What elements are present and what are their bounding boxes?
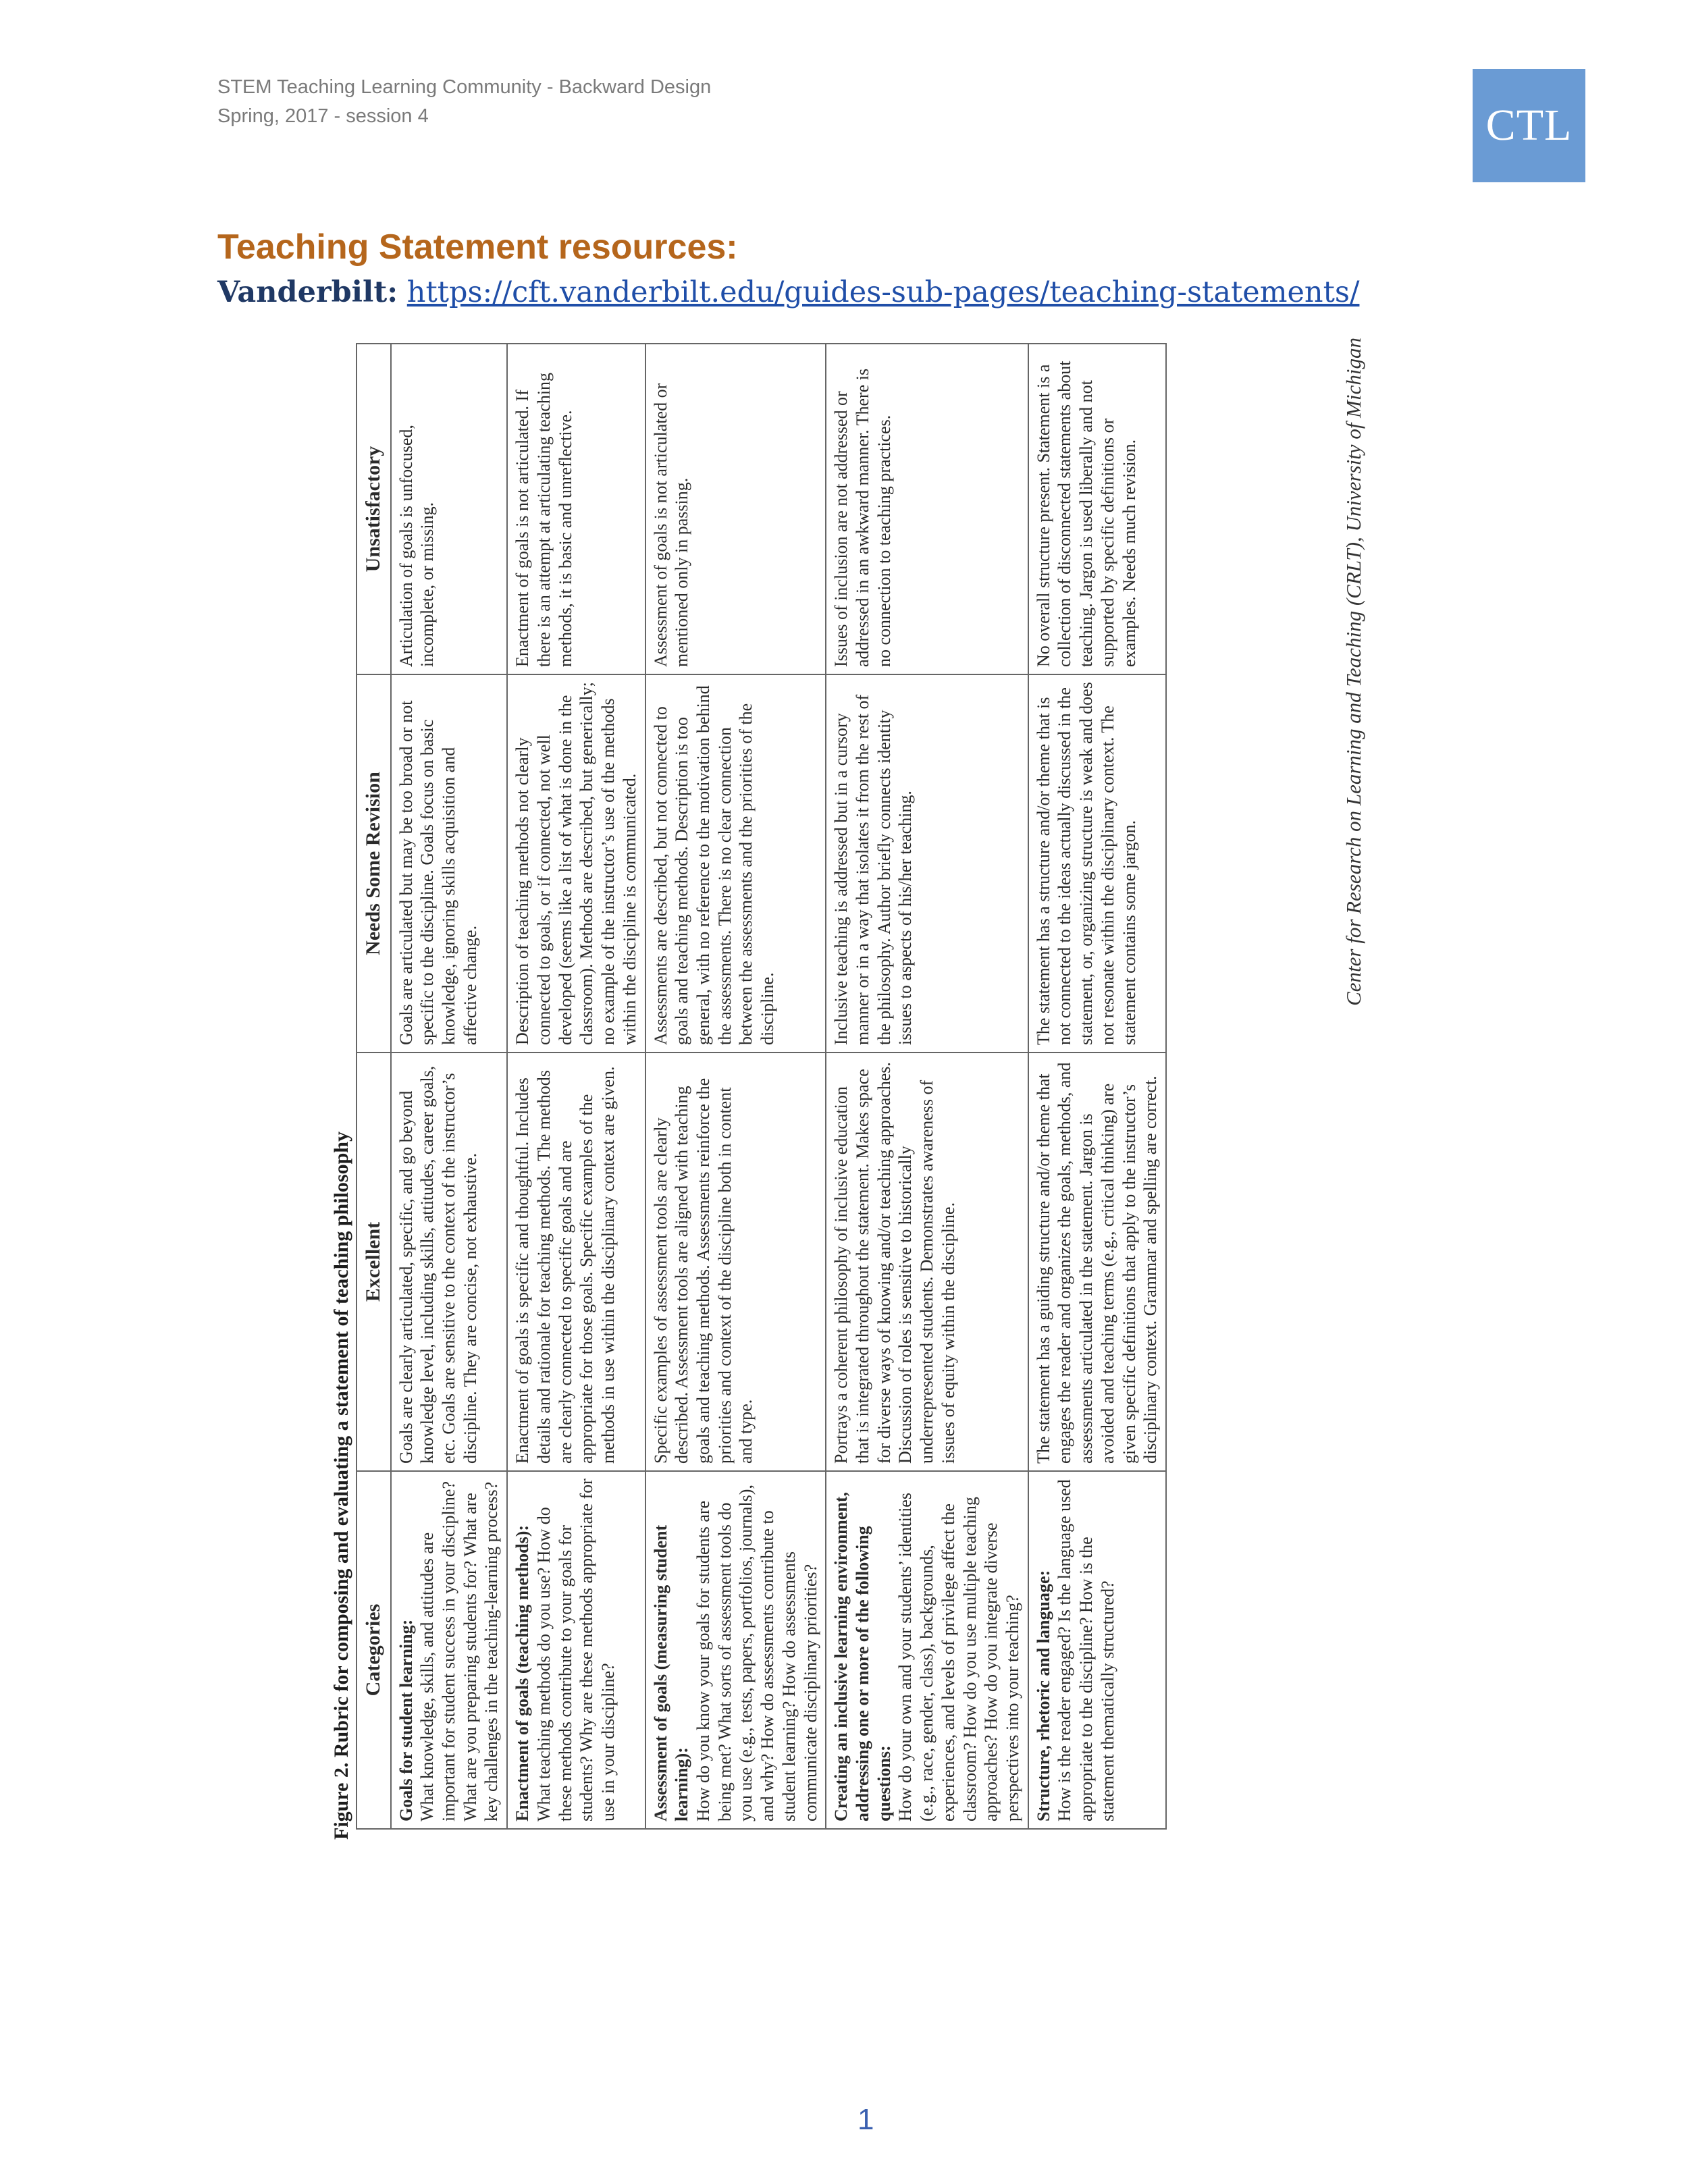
category-cell	[645, 1471, 826, 1829]
unsatisfactory-cell: No overall structure present. Statement is a collection of disconnected statements about teaching. Jargon is used liberally and not supported by specific definitions or examples. Needs much revision.	[1028, 344, 1166, 674]
source-line	[217, 275, 1359, 309]
rubric-figure	[329, 327, 1375, 1840]
page-title: Teaching Statement resources:	[217, 228, 738, 267]
category-cell	[1028, 1471, 1166, 1829]
category-title: Assessment of goals (measuring student learning):	[650, 1524, 692, 1821]
excellent-cell: The statement has a guiding structure and/or theme that engages the reader and organizes the goals, methods, and assessments articulated in the statement. Jargon is avoided and teaching terms (e.g., critical thinking) are given specific definitions that apply to the instructor’s disciplinary context. Grammar and spelling are correct.	[1028, 1053, 1166, 1471]
table-row	[507, 344, 645, 1829]
column-header-categories: Categories	[357, 1471, 391, 1829]
header-session: Spring, 2017 - session 4	[217, 105, 429, 127]
figure-credit: Center for Research on Learning and Teaching (CRLT), University of Michigan	[1342, 338, 1365, 1006]
column-header-needs-revision: Needs Some Revision	[357, 674, 391, 1053]
column-header-excellent: Excellent	[357, 1053, 391, 1471]
category-title: Enactment of goals (teaching methods):	[512, 1524, 533, 1821]
ctl-logo: CTL	[1473, 69, 1585, 182]
excellent-cell: Enactment of goals is specific and thoughtful. Includes details and rationale for teaching methods. The methods are clearly connected to specific goals and are appropriate for those goals. Specific examples of the methods in use within the disciplinary context are given.	[507, 1053, 645, 1471]
header-course-title: STEM Teaching Learning Community - Backward Design	[217, 76, 712, 98]
unsatisfactory-cell: Issues of inclusion are not addressed or addressed in an awkward manner. There is no connection to teaching practices.	[826, 344, 1028, 674]
unsatisfactory-cell: Enactment of goals is not articulated. If there is an attempt at articulating teaching methods, it is basic and unreflective.	[507, 344, 645, 674]
excellent-cell: Portrays a coherent philosophy of inclusive education that is integrated throughout the statement. Makes space for diverse ways of knowing and/or teaching approaches. Discussion of roles is sensitive to historically underrepresented students. Demonstrates awareness of issues of equity within the discipline.	[826, 1053, 1028, 1471]
source-name: Vanderbilt:	[217, 275, 398, 309]
category-text: How do you know your goals for students are being met? What sorts of assessment tools do you use (e.g., tests, papers, portfolios, journals), and why? How do assessments contribute to student learning? How do assessments communicate disciplinary priorities?	[693, 1485, 820, 1821]
table-row	[826, 344, 1028, 1829]
category-title: Structure, rhetoric and language:	[1033, 1570, 1053, 1821]
category-text: What knowledge, skills, and attitudes are important for student success in your discipline? What are you preparing students for? What are key challenges in the teaching-learning process?	[417, 1481, 502, 1821]
table-row	[1028, 344, 1166, 1829]
category-cell	[826, 1471, 1028, 1829]
category-cell	[507, 1471, 645, 1829]
column-header-unsatisfactory: Unsatisfactory	[357, 344, 391, 674]
needs-revision-cell: The statement has a structure and/or theme that is not connected to the ideas actually discussed in the statement, or, organizing structure is weak and does not resonate within the disciplinary context. The statement contains some jargon.	[1028, 674, 1166, 1053]
source-link[interactable]: https://cft.vanderbilt.edu/guides-sub-pages/teaching-statements/	[406, 275, 1360, 309]
unsatisfactory-cell: Assessment of goals is not articulated or mentioned only in passing.	[645, 344, 826, 674]
category-title: Goals for student learning:	[396, 1619, 416, 1821]
page-number: 1	[858, 2103, 874, 2136]
excellent-cell: Goals are clearly articulated, specific, and go beyond knowledge level, including skills, attitudes, career goals, etc. Goals are sensitive to the context of the instructor’s discipline. They are concise, not exhaustive.	[391, 1053, 508, 1471]
figure-caption: Figure 2. Rubric for composing and evaluating a statement of teaching philosophy	[330, 1131, 352, 1840]
table-row	[391, 344, 508, 1829]
needs-revision-cell: Inclusive teaching is addressed but in a cursory manner or in a way that isolates it from the rest of the philosophy. Author briefly connects identity issues to aspects of his/her teaching.	[826, 674, 1028, 1053]
rubric-header-row	[357, 344, 391, 1829]
category-cell	[391, 1471, 508, 1829]
needs-revision-cell: Description of teaching methods not clearly connected to goals, or if connected, not well developed (seems like a list of what is done in the classroom). Methods are described, but generically; no example of the instructor’s use of the methods within the discipline is communicated.	[507, 674, 645, 1053]
table-row	[645, 344, 826, 1829]
category-title: Creating an inclusive learning environment, addressing one or more of the following questions:	[831, 1492, 894, 1821]
excellent-cell: Specific examples of assessment tools are clearly described. Assessment tools are aligned with teaching goals and teaching methods. Assessments reinforce the priorities and context of the discipline both in content and type.	[645, 1053, 826, 1471]
needs-revision-cell: Goals are articulated but may be too broad or not specific to the discipline. Goals focus on basic knowledge, ignoring skills acquisition and affective change.	[391, 674, 508, 1053]
category-text: What teaching methods do you use? How do these methods contribute to your goals for students? Why are these methods appropriate for use in your discipline?	[533, 1479, 618, 1821]
unsatisfactory-cell: Articulation of goals is unfocused, incomplete, or missing.	[391, 344, 508, 674]
needs-revision-cell: Assessments are described, but not connected to goals and teaching methods. Description is too general, with no reference to the motivation behind the assessments. There is no clear connection between the assessments and the priorities of the discipline.	[645, 674, 826, 1053]
category-text: How do your own and your students’ identities (e.g., race, gender, class), backgrounds, experiences, and levels of privilege affect the classroom? How do you use multiple teaching approaches? How do you integrate diverse perspectives into your teaching?	[895, 1493, 1022, 1821]
category-text: How is the reader engaged? Is the language used appropriate to the discipline? How is the statement thematically structured?	[1055, 1479, 1117, 1821]
rubric-table	[356, 343, 1167, 1830]
